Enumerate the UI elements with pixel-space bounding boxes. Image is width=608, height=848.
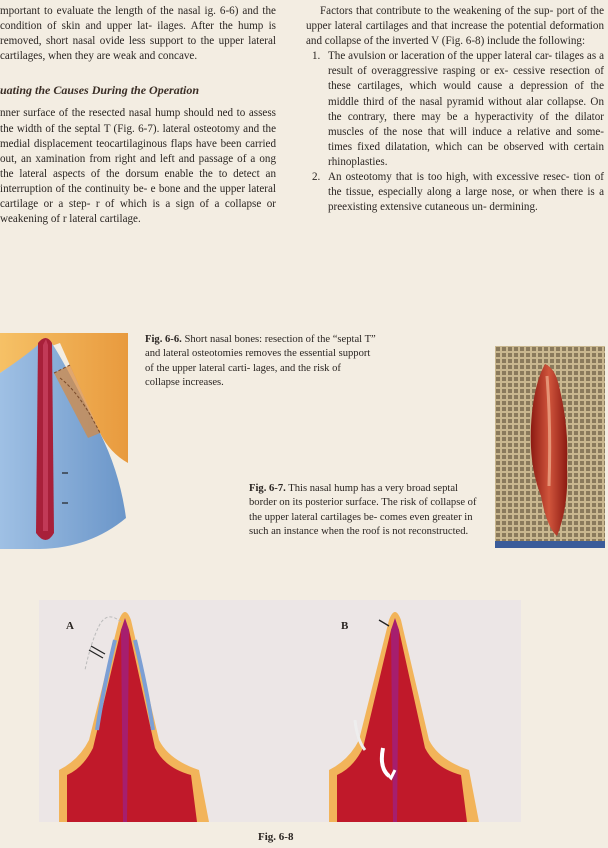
figure-6-6-illustration xyxy=(0,333,128,550)
panel-b-label: B xyxy=(341,620,349,632)
caption-text: This nasal hump has a very broad septal border on its posterior surface. The risk of collapse of the upper lateral cartilages be- comes even greater in such an instance when the roof is not reconstructed. xyxy=(249,483,477,537)
list-item xyxy=(306,49,604,170)
figure-6-6-caption xyxy=(145,333,377,390)
list-item-text: An osteotomy that is too high, with excessive resec- tion of the tissue, especially along a large nose, or when there is a preexisting extensive cutaneous un- dermining. xyxy=(328,171,604,214)
list-item xyxy=(306,170,604,215)
list-item-text: The avulsion or laceration of the upper lateral car- tilages as a result of overaggressive rasping or ex- cessive resection of these cartilages, which would cause a depression of the middle third of the nasal pyramid without alar collapse. On the contrary, there may be a hyperactivity of the dilator muscles of the nose that will induce a relative and some- times fixed dilatation, which can be observed with certain rhinoplasties. xyxy=(328,50,604,168)
left-paragraph-2: nner surface of the resected nasal hump should ned to assess the width of the septal T (Fig. 6-7). lateral osteotomy and the medial displacement teocartilaginous flaps have been carried out, an xamination from right and left and passage of a ong the lateral aspects of the dorsum enable the to detect an interruption of the continuity be- e bone and the upper lateral cartilage or a step- r of which is a sign of a collapse or weakening of r lateral cartilage. xyxy=(0,107,276,226)
panel-a-label: A xyxy=(66,620,74,632)
figure-6-7-caption xyxy=(249,482,477,539)
tray-edge xyxy=(495,541,605,548)
septum-highlight xyxy=(43,339,48,531)
figure-label: Fig. 6-6. xyxy=(145,334,182,345)
right-text-column xyxy=(306,4,604,215)
figure-label: Fig. 6-7. xyxy=(249,483,286,494)
list-item-number: 1. xyxy=(312,50,321,63)
figure-6-8-caption: Fig. 6-8 xyxy=(258,831,294,843)
left-paragraph-1: mportant to evaluate the length of the nasal ig. 6-6) and the condition of skin and upper lat- ilages. After the hump is removed, short nasal ovide less support to the upper lateral cartilages, when they are weak and concave. xyxy=(0,5,276,63)
left-text-column xyxy=(0,4,276,227)
right-intro-paragraph: Factors that contribute to the weakening of the sup- port of the upper lateral cartilages and that increase the potential deformation and collapse of the inverted V (Fig. 6-8) include the following: xyxy=(306,5,604,48)
figure-6-7-photo xyxy=(495,346,605,548)
caption-text: Short nasal bones: resection of the “septal T” and lateral osteotomies removes the essential support of the upper lateral carti- lages, and the risk of collapse increases. xyxy=(145,334,376,388)
factor-list xyxy=(306,49,604,215)
figure-6-8-illustration xyxy=(39,600,521,822)
section-heading: uating the Causes During the Operation xyxy=(0,83,200,98)
list-item-number: 2. xyxy=(312,171,321,184)
